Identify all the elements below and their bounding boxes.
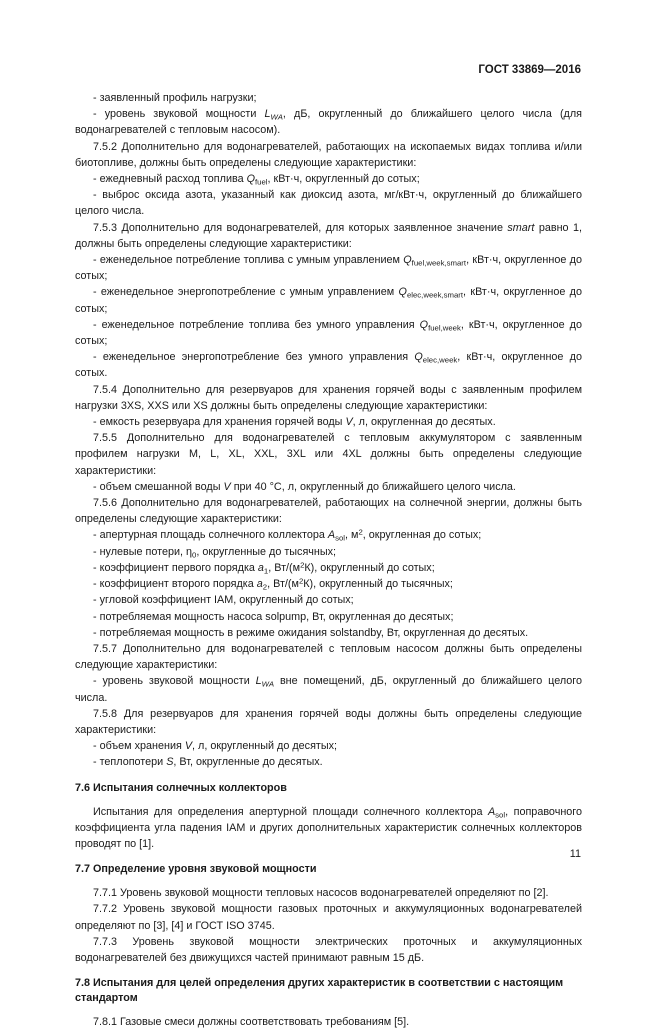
text: , м [345,529,359,542]
text: , дБ, округленный до ближайшего целого числа (для водонагревателей с тепловым насосом). [75,108,582,137]
symbol: V [223,480,231,493]
symbol: L [255,675,262,688]
text: , кВт·ч, округленное до сотых; [75,286,582,315]
text: - еженедельное энергопотребление без умного управления [93,351,415,364]
page-content [75,90,582,1030]
text: К), округленный до сотых; [304,561,435,574]
symbol: S [166,756,174,769]
list-item [75,252,582,284]
text: Испытания для определения апертурной площади солнечного коллектора [93,805,488,818]
list-item [75,544,582,560]
text: - теплопотери [93,756,167,769]
superscript: 2 [298,576,304,586]
list-item [75,106,582,138]
text: , кВт·ч, округленное до сотых; [75,318,582,348]
list-item [75,527,582,543]
symbol: a [257,561,264,574]
symbol: a [256,578,263,591]
text: - емкость резервуара для хранения горячей воды [93,416,346,429]
list-item [75,414,582,430]
text: - еженедельное потребление топлива без умного управления [93,318,420,331]
symbol: Q [403,254,412,267]
clause-7-5-2: 7.5.2 Дополнительно для водонагревателей, работающих на ископаемых видах топлива и/или биотопливе, должны быть определены следующие характеристики: [75,140,582,169]
subscript: elec,week,smart [406,290,464,300]
clause-7-5-7: 7.5.7 Дополнительно для водонагревателей с тепловым насосом должны быть определены следующие характеристики: [75,642,582,672]
clause-7-5-8: 7.5.8 Для резервуаров для хранения горячей воды должны быть определены следующие характеристики: [75,707,582,736]
list-item: - угловой коэффициент IAM, округленный до сотых; [93,594,354,607]
symbol: V [184,740,193,753]
text: , л, округленная до десятых. [352,416,496,429]
text: - ежедневный расход топлива [93,173,247,186]
symbol: L [264,108,271,121]
subscript: WA [261,679,275,689]
text: , кВт·ч, округленный до сотых; [267,173,420,186]
superscript: 2 [358,528,363,537]
list-item [75,284,582,316]
text: - уровень звуковой мощности [93,108,265,121]
standard-code: ГОСТ 33869—2016 [478,64,581,76]
text: вне помещений, дБ, округленный до ближайшего целого числа. [75,675,582,704]
clause-7-5-5: 7.5.5 Дополнительно для водонагревателей с тепловым аккумулятором с заявленным профилем нагрузки M, L, XL, XXL, 3XL или 4XL должны быть определены следующие характеристики: [75,432,582,477]
symbol: A [487,805,496,818]
section-paragraph [75,804,582,853]
list-item [75,754,582,770]
text: , округленные до тысячных; [196,545,337,558]
superscript: 2 [300,560,305,570]
subscript: sol [335,533,345,543]
list-item [75,171,582,187]
text: , Вт/(м [268,561,301,574]
list-item: - потребляемая мощность в режиме ожидания solstandby, Вт, округленная до десятых. [93,626,529,639]
text: , кВт·ч, округленное до сотых; [75,254,582,283]
text: - заявленный профиль нагрузки; [93,92,257,104]
text: - объем смешанной воды [93,480,224,493]
text: при 40 °С, л, округленный до ближайшего целого числа. [230,480,516,493]
text: , поправочного коэффициента угла падения IAM и других дополнительных характеристик солнечных коллекторов проводят по [1]. [75,805,582,850]
text: - апертурная площадь солнечного коллектора [93,529,328,542]
text: - объем хранения [93,740,185,753]
clause-7-7-1: 7.7.1 Уровень звуковой мощности тепловых насосов водонагревателей определяют по [2]. [93,887,549,900]
clause-7-8-1: 7.8.1 Газовые смеси должны соответствовать требованиям [5]. [93,1016,410,1029]
list-item [75,576,582,592]
text: , округленная до сотых; [362,529,482,542]
clause-7-5-3 [75,220,582,252]
text: - еженедельное потребление топлива с умным управлением [93,254,404,267]
subscript: fuel,week,smart [411,258,467,268]
text: , Вт, округленные до десятых. [173,756,323,769]
subscript: 0 [192,550,197,560]
text: К), округленный до тысячных; [303,578,453,591]
text: - коэффициент первого порядка [93,561,258,574]
subscript: fuel [255,177,268,187]
symbol: Q [246,173,256,186]
list-item [75,560,582,576]
clause-7-7-3: 7.7.3 Уровень звуковой мощности электрических проточных и аккумуляционных водонагревателей без движущихся частей принимают равным 15 дБ. [75,935,582,964]
subscript: fuel,week [428,323,461,333]
list-item [75,90,582,106]
list-item: - выброс оксида азота, указанный как диоксид азота, мг/кВт·ч, округленный до ближайшего целого числа. [75,189,582,218]
list-item: - потребляемая мощность насоса solpump, Вт, округленная до десятых; [93,610,454,623]
list-item [75,317,582,349]
clause-7-7-2: 7.7.2 Уровень звуковой мощности газовых проточных и аккумуляционных водонагревателей определяют по [3], [4] и ГОСТ ISO 3745. [75,903,582,932]
subscript: sol [495,809,506,819]
list-item [75,673,582,705]
symbol: V [345,416,353,429]
symbol: Q [398,286,407,299]
list-item [75,738,582,754]
text: - коэффициент второго порядка [93,578,257,591]
text: , л, округленный до десятых; [192,740,338,753]
subscript: 1 [263,566,269,576]
subscript: WA [270,112,283,122]
text: , кВт·ч, округленное до сотых. [75,351,582,380]
text: равно 1, должны быть определены следующие характеристики: [75,221,583,250]
subscript: elec,week [422,355,458,365]
section-heading-7-7: 7.7 Определение уровня звуковой мощности [75,863,317,876]
section-heading-7-8: 7.8 Испытания для целей определения других характеристик в соответствии с настоящим стандартом [75,977,564,1005]
text: - уровень звуковой мощности [93,675,256,688]
text: - нулевые потери, η [93,545,193,558]
page-number: 11 [569,848,581,860]
symbol: Q [419,318,429,331]
clause-7-5-6: 7.5.6 Дополнительно для водонагревателей, работающих на солнечной энергии, должны быть определены следующие характеристики: [75,497,582,526]
subscript: 2 [262,582,268,592]
text: 7.5.3 Дополнительно для водонагревателей, для которых заявленное значение [93,221,508,234]
term: smart [507,221,535,234]
text: , Вт/(м [267,578,299,591]
list-item [75,349,582,381]
symbol: A [327,529,336,542]
symbol: Q [414,351,423,364]
text: - еженедельное энергопотребление с умным управлением [93,286,399,299]
list-item [75,479,582,495]
clause-7-5-4: 7.5.4 Дополнительно для резервуаров для хранения горячей воды с заявленным профилем нагрузки 3XS, XXS или XS должны быть определены следующие характеристики: [75,383,582,412]
section-heading-7-6: 7.6 Испытания солнечных коллекторов [75,781,287,794]
